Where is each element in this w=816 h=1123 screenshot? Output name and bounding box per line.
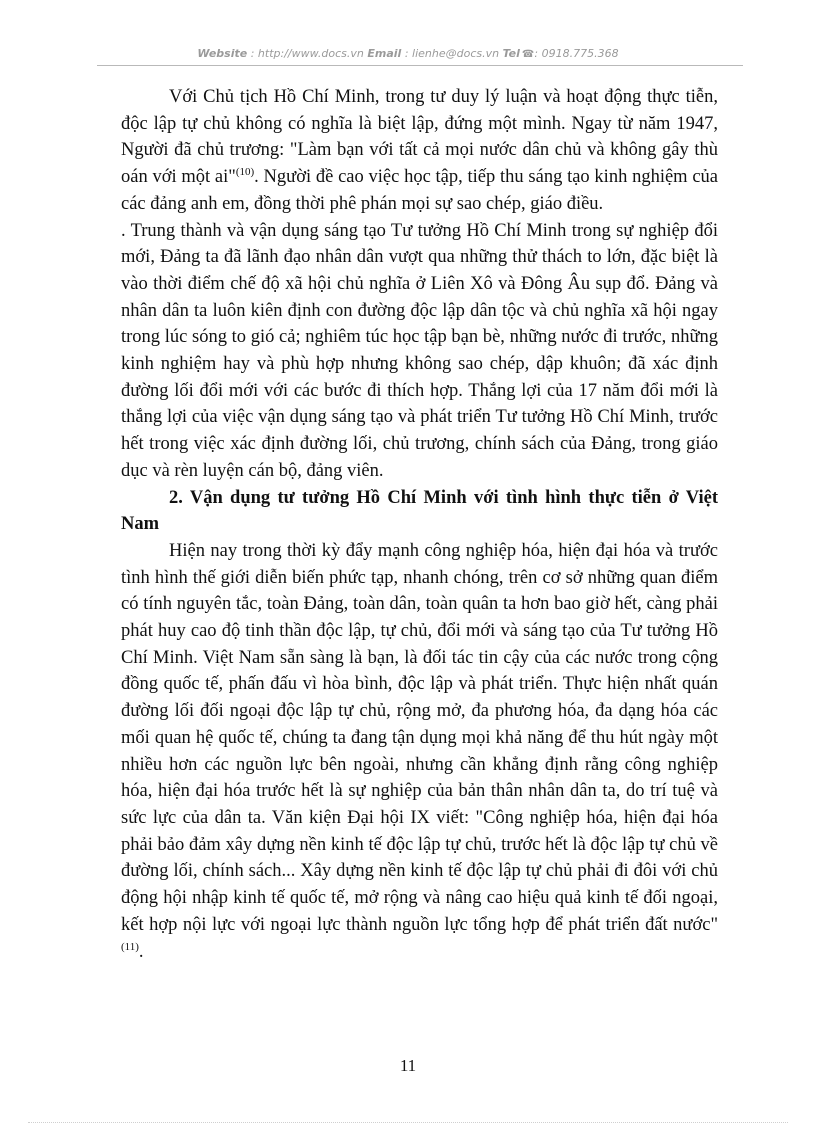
phone-icon: ☎ <box>521 49 535 60</box>
paragraph-1-tail: . Người đề cao việc học tập, tiếp thu sáng tạo kinh nghiệm của các đảng anh em, đồng thời phê phán mọi sự sao chép, giáo điều. <box>121 167 718 214</box>
paragraph-1-text: Với Chủ tịch Hồ Chí Minh, trong tư duy lý luận và hoạt động thực tiễn, độc lập tự chủ không có nghĩa là biệt lập, đứng một mình. Ngay từ năm 1947, Người đã chủ trương: "Làm bạn với tất cả mọi nước dân chủ và không gây thù oán với một ai" <box>121 87 718 188</box>
section-heading: 2. Vận dụng tư tưởng Hồ Chí Minh với tình hình thực tiễn ở Việt Nam <box>121 487 718 535</box>
header-divider <box>97 65 743 66</box>
paragraph-3-tail: . <box>138 941 144 962</box>
document-body <box>121 84 718 965</box>
paragraph-3-text: Hiện nay trong thời kỳ đẩy mạnh công nghiệp hóa, hiện đại hóa và trước tình hình thế giới diễn biến phức tạp, nhanh chóng, trên cơ sở những quan điểm có tính nguyên tắc, toàn Đảng, toàn dân, toàn quân ta hơn bao giờ hết, càng phải phát huy cao độ tinh thần độc lập, tự chủ, đổi mới và sáng tạo của Tư tưởng Hồ Chí Minh. Việt Nam sẵn sàng là bạn, là đối tác tin cậy của các nước trong cộng đồng quốc tế, phấn đấu vì hòa bình, độc lập và phát triển. Thực hiện nhất quán đường lối đối ngoại độc lập tự chủ, rộng mở, đa phương hóa, đa dạng hóa các mối quan hệ quốc tế, chúng ta đang tận dụng mọi khả năng để thu hút ngày một nhiều hơn các nguồn lực bên ngoài, nhưng cần khẳng định rằng công nghiệp hóa, hiện đại hóa trước hết là sự nghiệp của bản thân nhân dân ta, do trí tuệ và sức lực của dân ta. Văn kiện Đại hội IX viết: "Công nghiệp hóa, hiện đại hóa phải bảo đảm xây dựng nền kinh tế độc lập tự chủ, trước hết là độc lập tự chủ về đường lối, chính sách... Xây dựng nền kinh tế độc lập tự chủ phải đi đôi với chủ động hội nhập kinh tế quốc tế, mở rộng và nâng cao hiệu quả kinh tế đối ngoại, kết hợp nội lực với ngoại lực thành nguồn lực tổng hợp để phát triển đất nước" <box>121 540 718 935</box>
paragraph-1 <box>121 84 718 218</box>
tel-value: : 0918.775.368 <box>534 47 619 60</box>
paragraph-2: . Trung thành và vận dụng sáng tạo Tư tưởng Hồ Chí Minh trong sự nghiệp đổi mới, Đảng ta đã lãnh đạo nhân dân vượt qua những thử thách to lớn, đặc biệt là vào thời điểm chế độ xã hội chủ nghĩa ở Liên Xô và Đông Âu sụp đổ. Đảng và nhân dân ta luôn kiên định con đường độc lập dân tộc và chủ nghĩa xã hội ngay trong lúc sóng to gió cả; nghiêm túc học tập bạn bè, những nước đi trước, những kinh nghiệm hay và phù hợp nhưng không sao chép, dập khuôn; đã xác định đường lối đổi mới với các bước đi thích hợp. Thắng lợi của 17 năm đổi mới là thắng lợi của việc vận dụng sáng tạo và phát triển Tư tưởng Hồ Chí Minh, trước hết trong việc xác định đường lối, chủ trương, chính sách của Đảng, trong giáo dục và rèn luyện cán bộ, đảng viên. <box>121 220 718 481</box>
email-value: : lienhe@docs.vn <box>404 47 500 60</box>
website-label: Website <box>197 47 248 60</box>
footnote-ref-11: (11) <box>121 940 139 953</box>
paragraph-3 <box>121 538 718 965</box>
page-number: 11 <box>399 1056 417 1075</box>
page-header <box>0 47 816 60</box>
footnote-ref-10: (10) <box>235 165 255 178</box>
email-label: Email <box>367 47 402 60</box>
website-value: : http://www.docs.vn <box>250 47 364 60</box>
tel-label: Tel <box>502 47 520 60</box>
